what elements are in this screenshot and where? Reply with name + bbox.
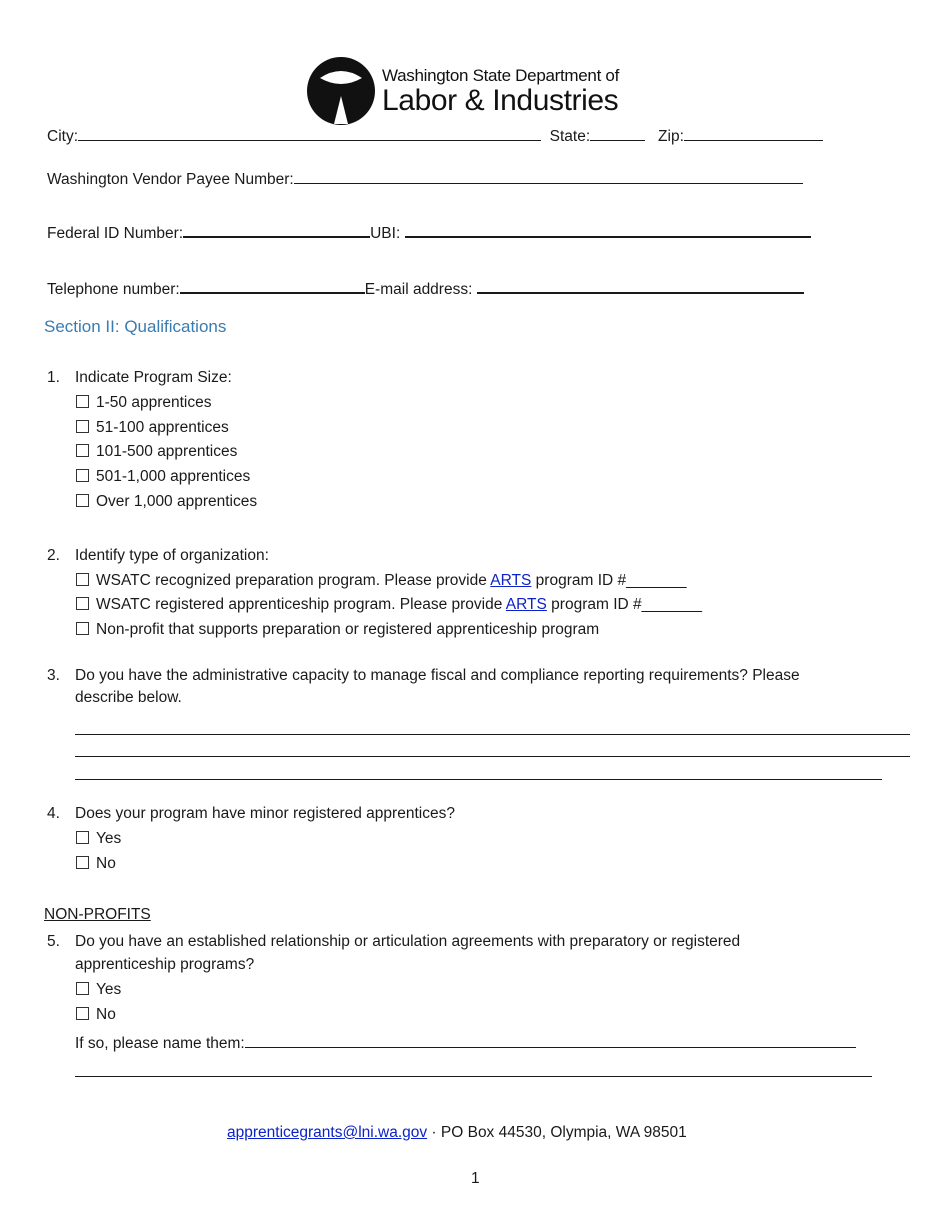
federal-id-label: Federal ID Number: bbox=[47, 225, 184, 242]
q2-option-2-suffix: program ID #_______ bbox=[546, 596, 702, 613]
q5-option-label: Yes bbox=[96, 981, 122, 998]
q1-text: Indicate Program Size: bbox=[75, 369, 232, 386]
q5-option-yes[interactable] bbox=[76, 981, 121, 999]
vendor-field[interactable] bbox=[294, 166, 803, 184]
checkbox-icon[interactable] bbox=[76, 597, 89, 610]
q2-option-1-text: WSATC recognized preparation program. Please provide bbox=[96, 572, 491, 589]
section-heading: Section II: Qualifications bbox=[44, 317, 227, 336]
q5-name-field[interactable] bbox=[245, 1033, 856, 1048]
telephone-label: Telephone number: bbox=[47, 281, 180, 298]
city-row bbox=[47, 126, 823, 146]
q1-option-label: 101-500 apprentices bbox=[96, 443, 238, 460]
q5-option-label: No bbox=[96, 1006, 116, 1023]
q1-option[interactable] bbox=[76, 493, 257, 511]
q1-number: 1. bbox=[47, 369, 60, 386]
q2-number: 2. bbox=[47, 547, 60, 564]
q2-option-3-text: Non-profit that supports preparation or registered apprenticeship program bbox=[96, 621, 600, 638]
q2-option[interactable] bbox=[76, 596, 702, 614]
q1-option-label: 501-1,000 apprentices bbox=[96, 468, 251, 485]
q4-number: 4. bbox=[47, 805, 60, 822]
question-2 bbox=[47, 547, 269, 565]
question-3 bbox=[47, 667, 800, 685]
q5-number: 5. bbox=[47, 933, 60, 950]
checkbox-icon[interactable] bbox=[76, 494, 89, 507]
q5-answer-line[interactable] bbox=[75, 1076, 872, 1077]
city-label: City: bbox=[47, 128, 78, 145]
email-label: E-mail address: bbox=[364, 281, 473, 298]
q1-option[interactable] bbox=[76, 394, 211, 412]
question-4 bbox=[47, 805, 455, 823]
q1-option[interactable] bbox=[76, 468, 250, 486]
q4-text: Does your program have minor registered apprentices? bbox=[75, 805, 455, 822]
q4-option-label: No bbox=[96, 855, 116, 872]
q5-option-no[interactable] bbox=[76, 1006, 116, 1024]
zip-field[interactable] bbox=[684, 126, 823, 141]
q3-number: 3. bbox=[47, 667, 60, 684]
q2-option[interactable] bbox=[76, 621, 599, 639]
footer-contact bbox=[227, 1124, 687, 1142]
q4-option-label: Yes bbox=[96, 830, 122, 847]
telephone-row bbox=[47, 276, 804, 299]
q3-line-1: Do you have the administrative capacity to manage fiscal and compliance reporting requirements? Please bbox=[75, 667, 800, 684]
q1-option[interactable] bbox=[76, 443, 237, 461]
q5-name-row bbox=[75, 1033, 856, 1053]
q2-text: Identify type of organization: bbox=[75, 547, 269, 564]
q3-line-2: describe below. bbox=[75, 689, 182, 706]
zip-label: Zip: bbox=[658, 128, 684, 145]
checkbox-icon[interactable] bbox=[76, 982, 89, 995]
q4-option-yes[interactable] bbox=[76, 830, 121, 848]
logo-wordmark bbox=[382, 67, 619, 116]
question-1 bbox=[47, 369, 232, 387]
footer-address: · PO Box 44530, Olympia, WA 98501 bbox=[427, 1124, 687, 1141]
q1-option-label: 1-50 apprentices bbox=[96, 394, 212, 411]
logo-line-2: Labor & Industries bbox=[382, 83, 619, 117]
q5-line-1: Do you have an established relationship or articulation agreements with preparatory or registered bbox=[75, 933, 741, 950]
checkbox-icon[interactable] bbox=[76, 856, 89, 869]
q1-option-label: Over 1,000 apprentices bbox=[96, 493, 258, 510]
checkbox-icon[interactable] bbox=[76, 573, 89, 586]
q5-line-2: apprenticeship programs? bbox=[75, 956, 255, 973]
lni-logo bbox=[306, 56, 619, 126]
email-field[interactable] bbox=[477, 276, 804, 294]
q3-answer-line[interactable] bbox=[75, 734, 910, 735]
q2-option-2-text: WSATC registered apprenticeship program. Please provide bbox=[96, 596, 506, 613]
federal-id-row bbox=[47, 220, 811, 243]
checkbox-icon[interactable] bbox=[76, 622, 89, 635]
city-field[interactable] bbox=[78, 126, 541, 141]
q3-answer-line[interactable] bbox=[75, 779, 882, 780]
vendor-label: Washington Vendor Payee Number: bbox=[47, 171, 294, 188]
page-number: 1 bbox=[471, 1170, 480, 1187]
checkbox-icon[interactable] bbox=[76, 444, 89, 457]
arts-link[interactable]: ARTS bbox=[490, 572, 532, 589]
telephone-field[interactable] bbox=[180, 276, 365, 294]
q4-option-no[interactable] bbox=[76, 855, 116, 873]
checkbox-icon[interactable] bbox=[76, 395, 89, 408]
q2-option[interactable] bbox=[76, 572, 686, 590]
vendor-row bbox=[47, 166, 803, 189]
footer-email-link[interactable]: apprenticegrants@lni.wa.gov bbox=[227, 1124, 428, 1141]
ubi-field[interactable] bbox=[405, 220, 811, 238]
lni-logo-icon bbox=[306, 56, 376, 126]
checkbox-icon[interactable] bbox=[76, 469, 89, 482]
logo-line-1: Washington State Department of bbox=[382, 65, 620, 85]
q3-answer-line[interactable] bbox=[75, 756, 910, 757]
q5-name-prompt: If so, please name them: bbox=[75, 1035, 245, 1052]
checkbox-icon[interactable] bbox=[76, 420, 89, 433]
checkbox-icon[interactable] bbox=[76, 1007, 89, 1020]
q2-option-1-suffix: program ID #_______ bbox=[531, 572, 687, 589]
ubi-label: UBI: bbox=[370, 225, 401, 242]
q1-option[interactable] bbox=[76, 419, 229, 437]
checkbox-icon[interactable] bbox=[76, 831, 89, 844]
question-5 bbox=[47, 933, 740, 951]
arts-link[interactable]: ARTS bbox=[505, 596, 547, 613]
nonprofits-heading: NON-PROFITS bbox=[44, 906, 151, 923]
state-field[interactable] bbox=[590, 126, 645, 141]
federal-id-field[interactable] bbox=[183, 220, 370, 238]
q1-option-label: 51-100 apprentices bbox=[96, 419, 229, 436]
state-label: State: bbox=[549, 128, 591, 145]
